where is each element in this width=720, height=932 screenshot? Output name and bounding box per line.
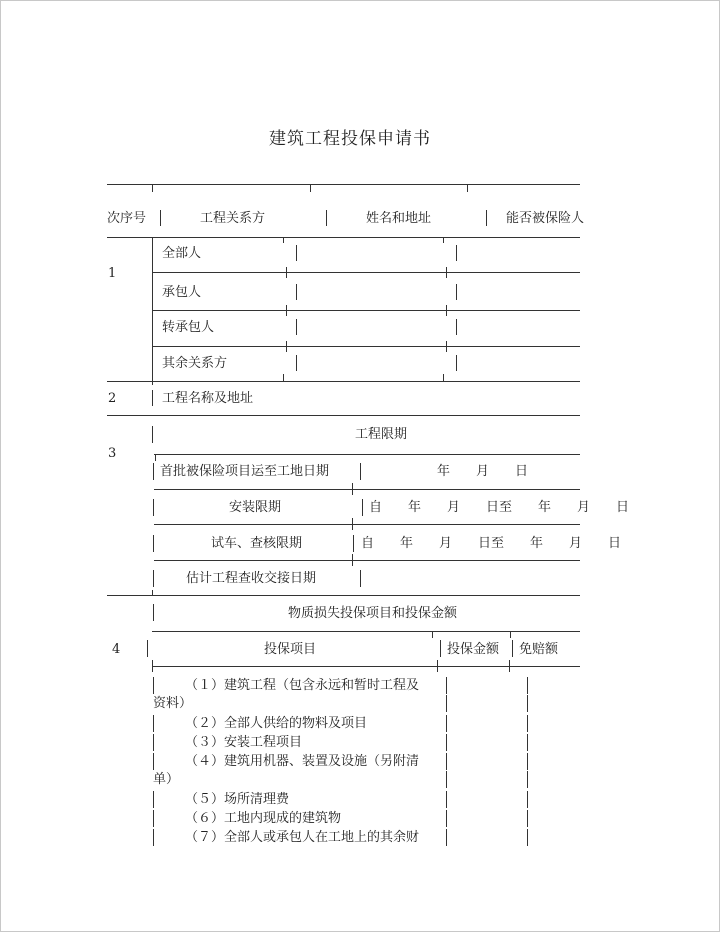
item-7: （７）全部人或承包人在工地上的其余财 (185, 830, 420, 845)
divider (147, 640, 148, 657)
tick (467, 184, 468, 192)
field-divider (296, 284, 297, 300)
divider (440, 640, 441, 657)
divider (152, 390, 153, 406)
section-2-number: 2 (108, 391, 117, 406)
divider (153, 734, 154, 751)
divider (527, 771, 528, 788)
divider (153, 829, 154, 846)
divider (446, 734, 447, 751)
tick (352, 483, 353, 495)
tick (286, 267, 287, 278)
divider (527, 695, 528, 712)
divider (353, 535, 354, 552)
tick (443, 374, 444, 381)
tick (509, 660, 510, 672)
party-contractor: 承包人 (162, 285, 202, 300)
divider (153, 499, 154, 516)
item-2: （２）全部人供给的物料及项目 (185, 716, 368, 731)
rule-top (107, 184, 580, 185)
item-6: （６）工地内现成的建筑物 (185, 811, 342, 826)
divider (527, 677, 528, 694)
field-divider (456, 245, 457, 261)
tick (432, 631, 433, 638)
field-divider (456, 355, 457, 371)
divider (446, 677, 447, 694)
first-delivery-date-label: 首批被保险项目运至工地日期 (160, 464, 330, 479)
divider (446, 695, 447, 712)
divider (326, 210, 327, 226)
test-run-period-label: 试车、查核限期 (211, 536, 303, 551)
tick (310, 184, 311, 192)
divider (152, 426, 153, 443)
tick (152, 184, 153, 192)
divider (527, 734, 528, 751)
rule (107, 415, 580, 416)
tick (155, 454, 156, 461)
divider (527, 753, 528, 770)
rule (152, 666, 580, 667)
rule (154, 524, 580, 525)
header-seq: 次序号 (107, 211, 147, 226)
divider (446, 810, 447, 827)
col-insured-item: 投保项目 (264, 642, 317, 657)
item-4-line-2: 单） (153, 772, 180, 787)
col-deductible: 免赔额 (519, 642, 559, 657)
rule (107, 381, 580, 382)
divider (527, 829, 528, 846)
header-insurable: 能否被保险人 (506, 211, 585, 226)
party-other: 其余关系方 (162, 356, 228, 371)
divider (446, 791, 447, 808)
coverage-header: 物质损失投保项目和投保金额 (288, 606, 458, 621)
divider (512, 640, 513, 657)
tick (152, 590, 153, 596)
field-divider (456, 319, 457, 335)
divider (486, 210, 487, 226)
divider (446, 829, 447, 846)
rule (152, 346, 580, 347)
divider (360, 463, 361, 480)
divider (446, 771, 447, 788)
tick (446, 305, 447, 316)
divider (527, 810, 528, 827)
section-1-number: 1 (108, 266, 117, 281)
tick (286, 305, 287, 316)
section-4-number: 4 (112, 642, 121, 657)
tick (446, 341, 447, 352)
item-1-line-2: 资料） (153, 696, 193, 711)
divider (153, 535, 154, 552)
rule (152, 631, 580, 632)
tick (443, 237, 444, 243)
installation-period-label: 安装限期 (229, 500, 282, 515)
divider (362, 499, 363, 516)
project-name-address-label: 工程名称及地址 (162, 391, 254, 406)
rule (107, 595, 580, 596)
header-name-address: 姓名和地址 (366, 211, 432, 226)
tick (446, 267, 447, 278)
rule (152, 272, 580, 273)
acceptance-date-label: 估计工程查收交接日期 (186, 571, 317, 586)
period-header: 工程限期 (355, 427, 408, 442)
installation-period-value: 自 年 月 日至 年 月 日 (369, 500, 630, 515)
divider (153, 753, 154, 770)
divider (446, 753, 447, 770)
tick (352, 554, 353, 566)
tick (283, 237, 284, 243)
divider (153, 604, 154, 621)
item-1-line-1: （１）建筑工程（包含永远和暂时工程及 (185, 678, 420, 693)
field-divider (296, 245, 297, 261)
divider (153, 715, 154, 732)
party-owner: 全部人 (162, 246, 202, 261)
rule (107, 237, 580, 238)
divider (360, 570, 361, 587)
item-5: （５）场所清理费 (185, 792, 290, 807)
rule (154, 560, 580, 561)
divider (446, 715, 447, 732)
header-party: 工程关系方 (200, 211, 266, 226)
field-divider (296, 319, 297, 335)
rule (154, 489, 580, 490)
tick (510, 631, 511, 638)
test-run-period-value: 自 年 月 日至 年 月 日 (361, 536, 622, 551)
divider (153, 570, 154, 587)
divider (153, 810, 154, 827)
divider (153, 463, 154, 480)
party-subcontractor: 转承包人 (162, 320, 215, 335)
first-delivery-date-value: 年 月 日 (437, 464, 529, 479)
item-4-line-1: （４）建筑用机器、装置及设施（另附清 (185, 754, 420, 769)
tick (286, 341, 287, 352)
divider (527, 715, 528, 732)
col-insured-amount: 投保金额 (447, 642, 500, 657)
rule (152, 310, 580, 311)
field-divider (456, 284, 457, 300)
tick (437, 660, 438, 672)
section-3-number: 3 (108, 446, 117, 461)
divider (527, 791, 528, 808)
tick (283, 374, 284, 381)
divider (160, 210, 161, 226)
divider (153, 677, 154, 694)
divider (153, 791, 154, 808)
field-divider (296, 355, 297, 371)
section-1-left-border (152, 237, 153, 385)
rule (154, 454, 580, 455)
tick (152, 660, 153, 672)
tick (352, 518, 353, 530)
page-title: 建筑工程投保申请书 (269, 129, 431, 149)
item-3: （３）安装工程项目 (185, 735, 303, 750)
